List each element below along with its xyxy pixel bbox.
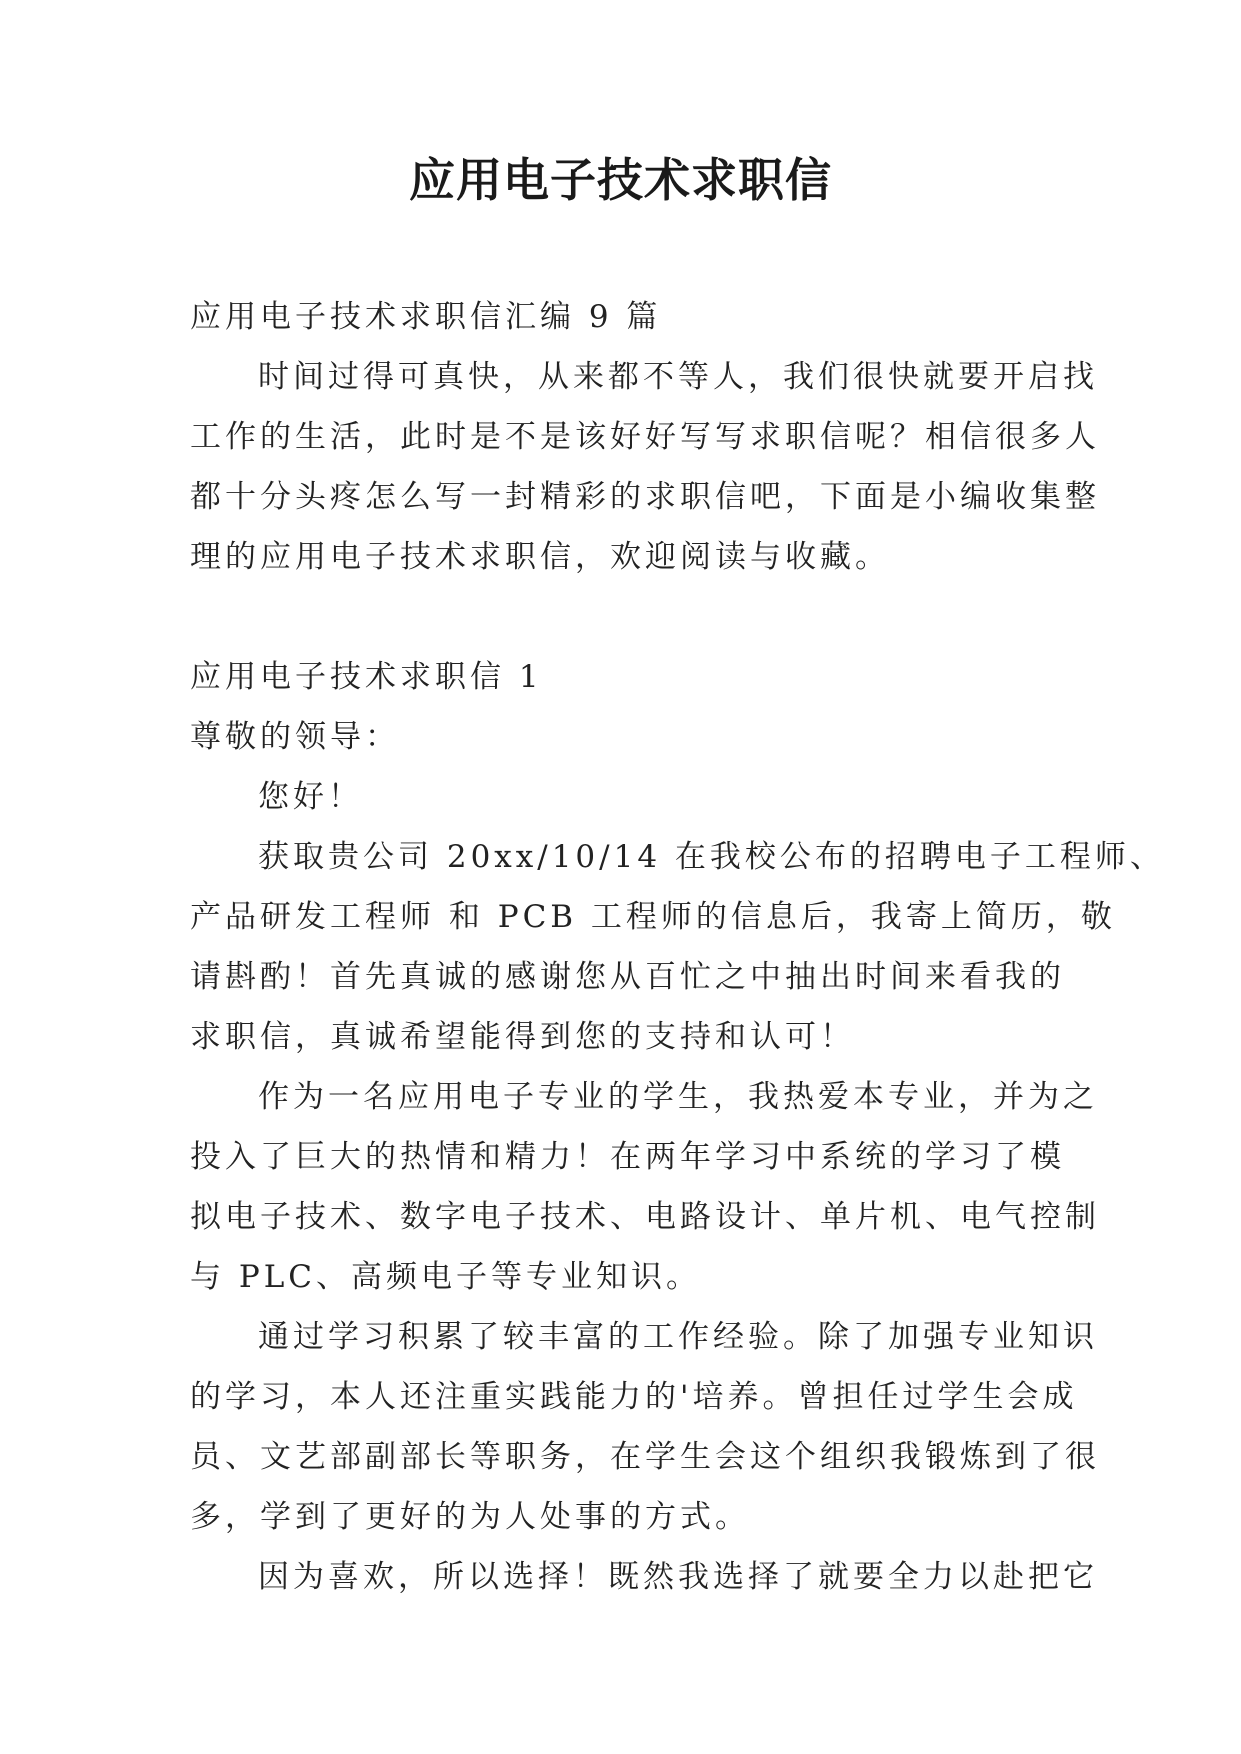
document-title: 应用电子技术求职信 — [409, 153, 832, 207]
text-line: 作为一名应用电子专业的学生，我热爱本专业，并为之 — [258, 1079, 1098, 1115]
intro-paragraph — [190, 347, 1100, 587]
text-line: 员、文艺部副部长等职务，在学生会这个组织我锻炼到了很 — [190, 1439, 1100, 1475]
text-line: 多，学到了更好的为人处事的方式。 — [190, 1499, 750, 1535]
text-line: 拟电子技术、数字电子技术、电路设计、单片机、电气控制 — [190, 1199, 1100, 1235]
text-line: 产品研发工程师 和 PCB 工程师的信息后，我寄上简历，敬 — [190, 899, 1116, 935]
body-paragraph-4 — [190, 1547, 1098, 1607]
salutation: 尊敬的领导： — [190, 719, 400, 755]
text-line: 请斟酌！首先真诚的感谢您从百忙之中抽出时间来看我的 — [190, 959, 1065, 995]
text-line: 因为喜欢，所以选择！既然我选择了就要全力以赴把它 — [258, 1559, 1098, 1595]
text-line: 获取贵公司 20xx/10/14 在我校公布的招聘电子工程师、 — [258, 839, 1165, 875]
text-line: 都十分头疼怎么写一封精彩的求职信吧，下面是小编收集整 — [190, 479, 1100, 515]
text-line: 与 PLC、高频电子等专业知识。 — [190, 1259, 702, 1295]
text-line: 的学习，本人还注重实践能力的'培养。曾担任过学生会成 — [190, 1379, 1078, 1415]
text-line: 求职信，真诚希望能得到您的支持和认可！ — [190, 1019, 855, 1055]
text-line: 投入了巨大的热情和精力！在两年学习中系统的学习了模 — [190, 1139, 1065, 1175]
greeting: 您好！ — [258, 779, 363, 815]
text-line: 通过学习积累了较丰富的工作经验。除了加强专业知识 — [258, 1319, 1098, 1355]
text-line: 工作的生活，此时是不是该好好写写求职信呢？相信很多人 — [190, 419, 1100, 455]
body-paragraph-1 — [190, 827, 1165, 1067]
text-line: 理的应用电子技术求职信，欢迎阅读与收藏。 — [190, 539, 890, 575]
document-body — [190, 287, 1165, 1607]
text-line: 时间过得可真快，从来都不等人，我们很快就要开启找 — [258, 359, 1098, 395]
body-paragraph-2 — [190, 1067, 1100, 1307]
section-heading: 应用电子技术求职信 1 — [190, 659, 543, 695]
paragraph-gap — [190, 587, 1060, 647]
document-subtitle: 应用电子技术求职信汇编 9 篇 — [190, 299, 662, 335]
body-paragraph-3 — [190, 1307, 1100, 1547]
